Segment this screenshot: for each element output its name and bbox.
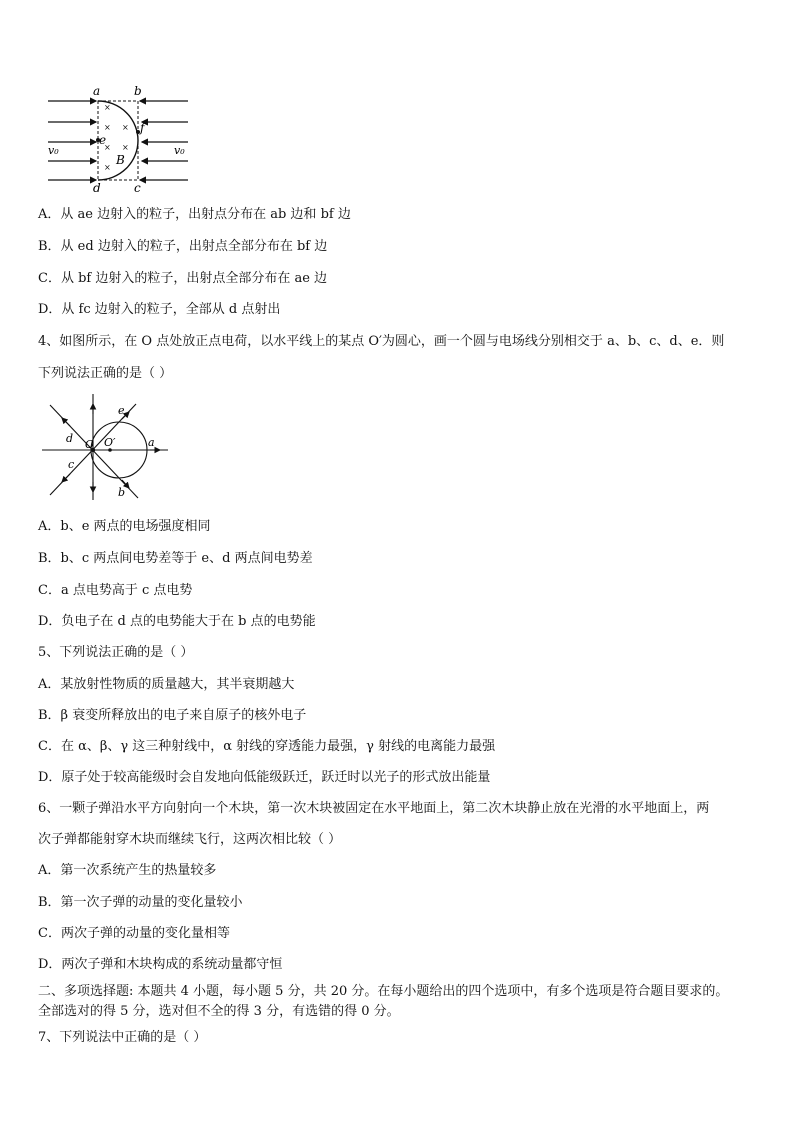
q7-stem: 7、下列说法中正确的是（ ） <box>38 1030 207 1045</box>
q4-label-c: c <box>68 458 75 471</box>
svg-text:×: × <box>122 143 129 152</box>
q4-label-O-prime: O′ <box>104 436 116 449</box>
q4-stem-line1: 4、如图所示，在 O 点处放正点电荷，以水平线上的某点 O′为圆心，画一个圆与电场线分别相交于 a、b、c、d、e．则 <box>38 334 725 349</box>
q4-option-b: B．b、c 两点间电势差等于 e、d 两点间电势差 <box>38 551 313 566</box>
svg-text:×: × <box>104 123 111 132</box>
q3-label-c: c <box>134 181 141 195</box>
q3-option-a: A．从 ae 边射入的粒子，出射点分布在 ab 边和 bf 边 <box>38 207 351 222</box>
q3-option-b: B．从 ed 边射入的粒子，出射点全部分布在 bf 边 <box>38 239 328 254</box>
q4-figure <box>40 392 175 504</box>
q3-label-v0-left: v₀ <box>48 144 59 157</box>
q4-label-b: b <box>118 486 126 499</box>
q3-option-d: D．从 fc 边射入的粒子，全部从 d 点射出 <box>38 302 281 317</box>
svg-text:×: × <box>104 103 111 112</box>
q3-label-f: f <box>140 121 145 135</box>
q5-option-c: C．在 α、β、γ 这三种射线中，α 射线的穿透能力最强，γ 射线的电离能力最强 <box>38 739 496 754</box>
q5-option-d: D．原子处于较高能级时会自发地向低能级跃迁，跃迁时以光子的形式放出能量 <box>38 770 491 785</box>
section2-heading-line2: 全部选对的得 5 分，选对但不全的得 3 分，有选错的得 0 分。 <box>38 1004 400 1019</box>
q5-option-a: A．某放射性物质的质量越大，其半衰期越大 <box>38 677 295 692</box>
q4-stem-line2: 下列说法正确的是（ ） <box>38 366 173 381</box>
q5-option-b: B．β 衰变所释放出的电子来自原子的核外电子 <box>38 708 307 723</box>
svg-text:×: × <box>104 143 111 152</box>
q5-stem: 5、下列说法正确的是（ ） <box>38 645 194 660</box>
q4-label-a: a <box>148 436 155 449</box>
q3-label-a: a <box>93 84 101 98</box>
q6-option-a: A．第一次系统产生的热量较多 <box>38 863 217 878</box>
q4-option-c: C．a 点电势高于 c 点电势 <box>38 583 193 598</box>
q3-label-e: e <box>99 133 107 147</box>
q6-stem-line1: 6、一颗子弹沿水平方向射向一个木块，第一次木块被固定在水平地面上，第二次木块静止放在光滑的水平地面上，两 <box>38 801 710 816</box>
svg-text:×: × <box>104 163 111 172</box>
q3-label-b: b <box>134 84 142 98</box>
q4-option-d: D．负电子在 d 点的电势能大于在 b 点的电势能 <box>38 614 316 629</box>
q4-option-a: A．b、e 两点的电场强度相同 <box>38 519 211 534</box>
q3-label-B: B <box>116 153 125 167</box>
section2-heading-line1: 二、多项选择题: 本题共 4 小题，每小题 5 分，共 20 分。在每小题给出的四个选项中，有多个选项是符合题目要求的。 <box>38 984 729 999</box>
q3-figure <box>40 82 200 197</box>
svg-text:×: × <box>122 123 129 132</box>
q6-option-d: D．两次子弹和木块构成的系统动量都守恒 <box>38 957 283 972</box>
q4-label-d: d <box>66 432 74 445</box>
q4-label-e: e <box>118 404 125 417</box>
q3-option-c: C．从 bf 边射入的粒子，出射点全部分布在 ae 边 <box>38 271 328 286</box>
q6-stem-line2: 次子弹都能射穿木块而继续飞行，这两次相比较（ ） <box>38 832 342 847</box>
q6-option-c: C．两次子弹的动量的变化量相等 <box>38 926 230 941</box>
q3-label-v0-right: v₀ <box>174 144 185 157</box>
q4-label-O: O <box>85 438 95 451</box>
q6-option-b: B．第一次子弹的动量的变化量较小 <box>38 895 243 910</box>
q3-label-d: d <box>93 181 101 195</box>
